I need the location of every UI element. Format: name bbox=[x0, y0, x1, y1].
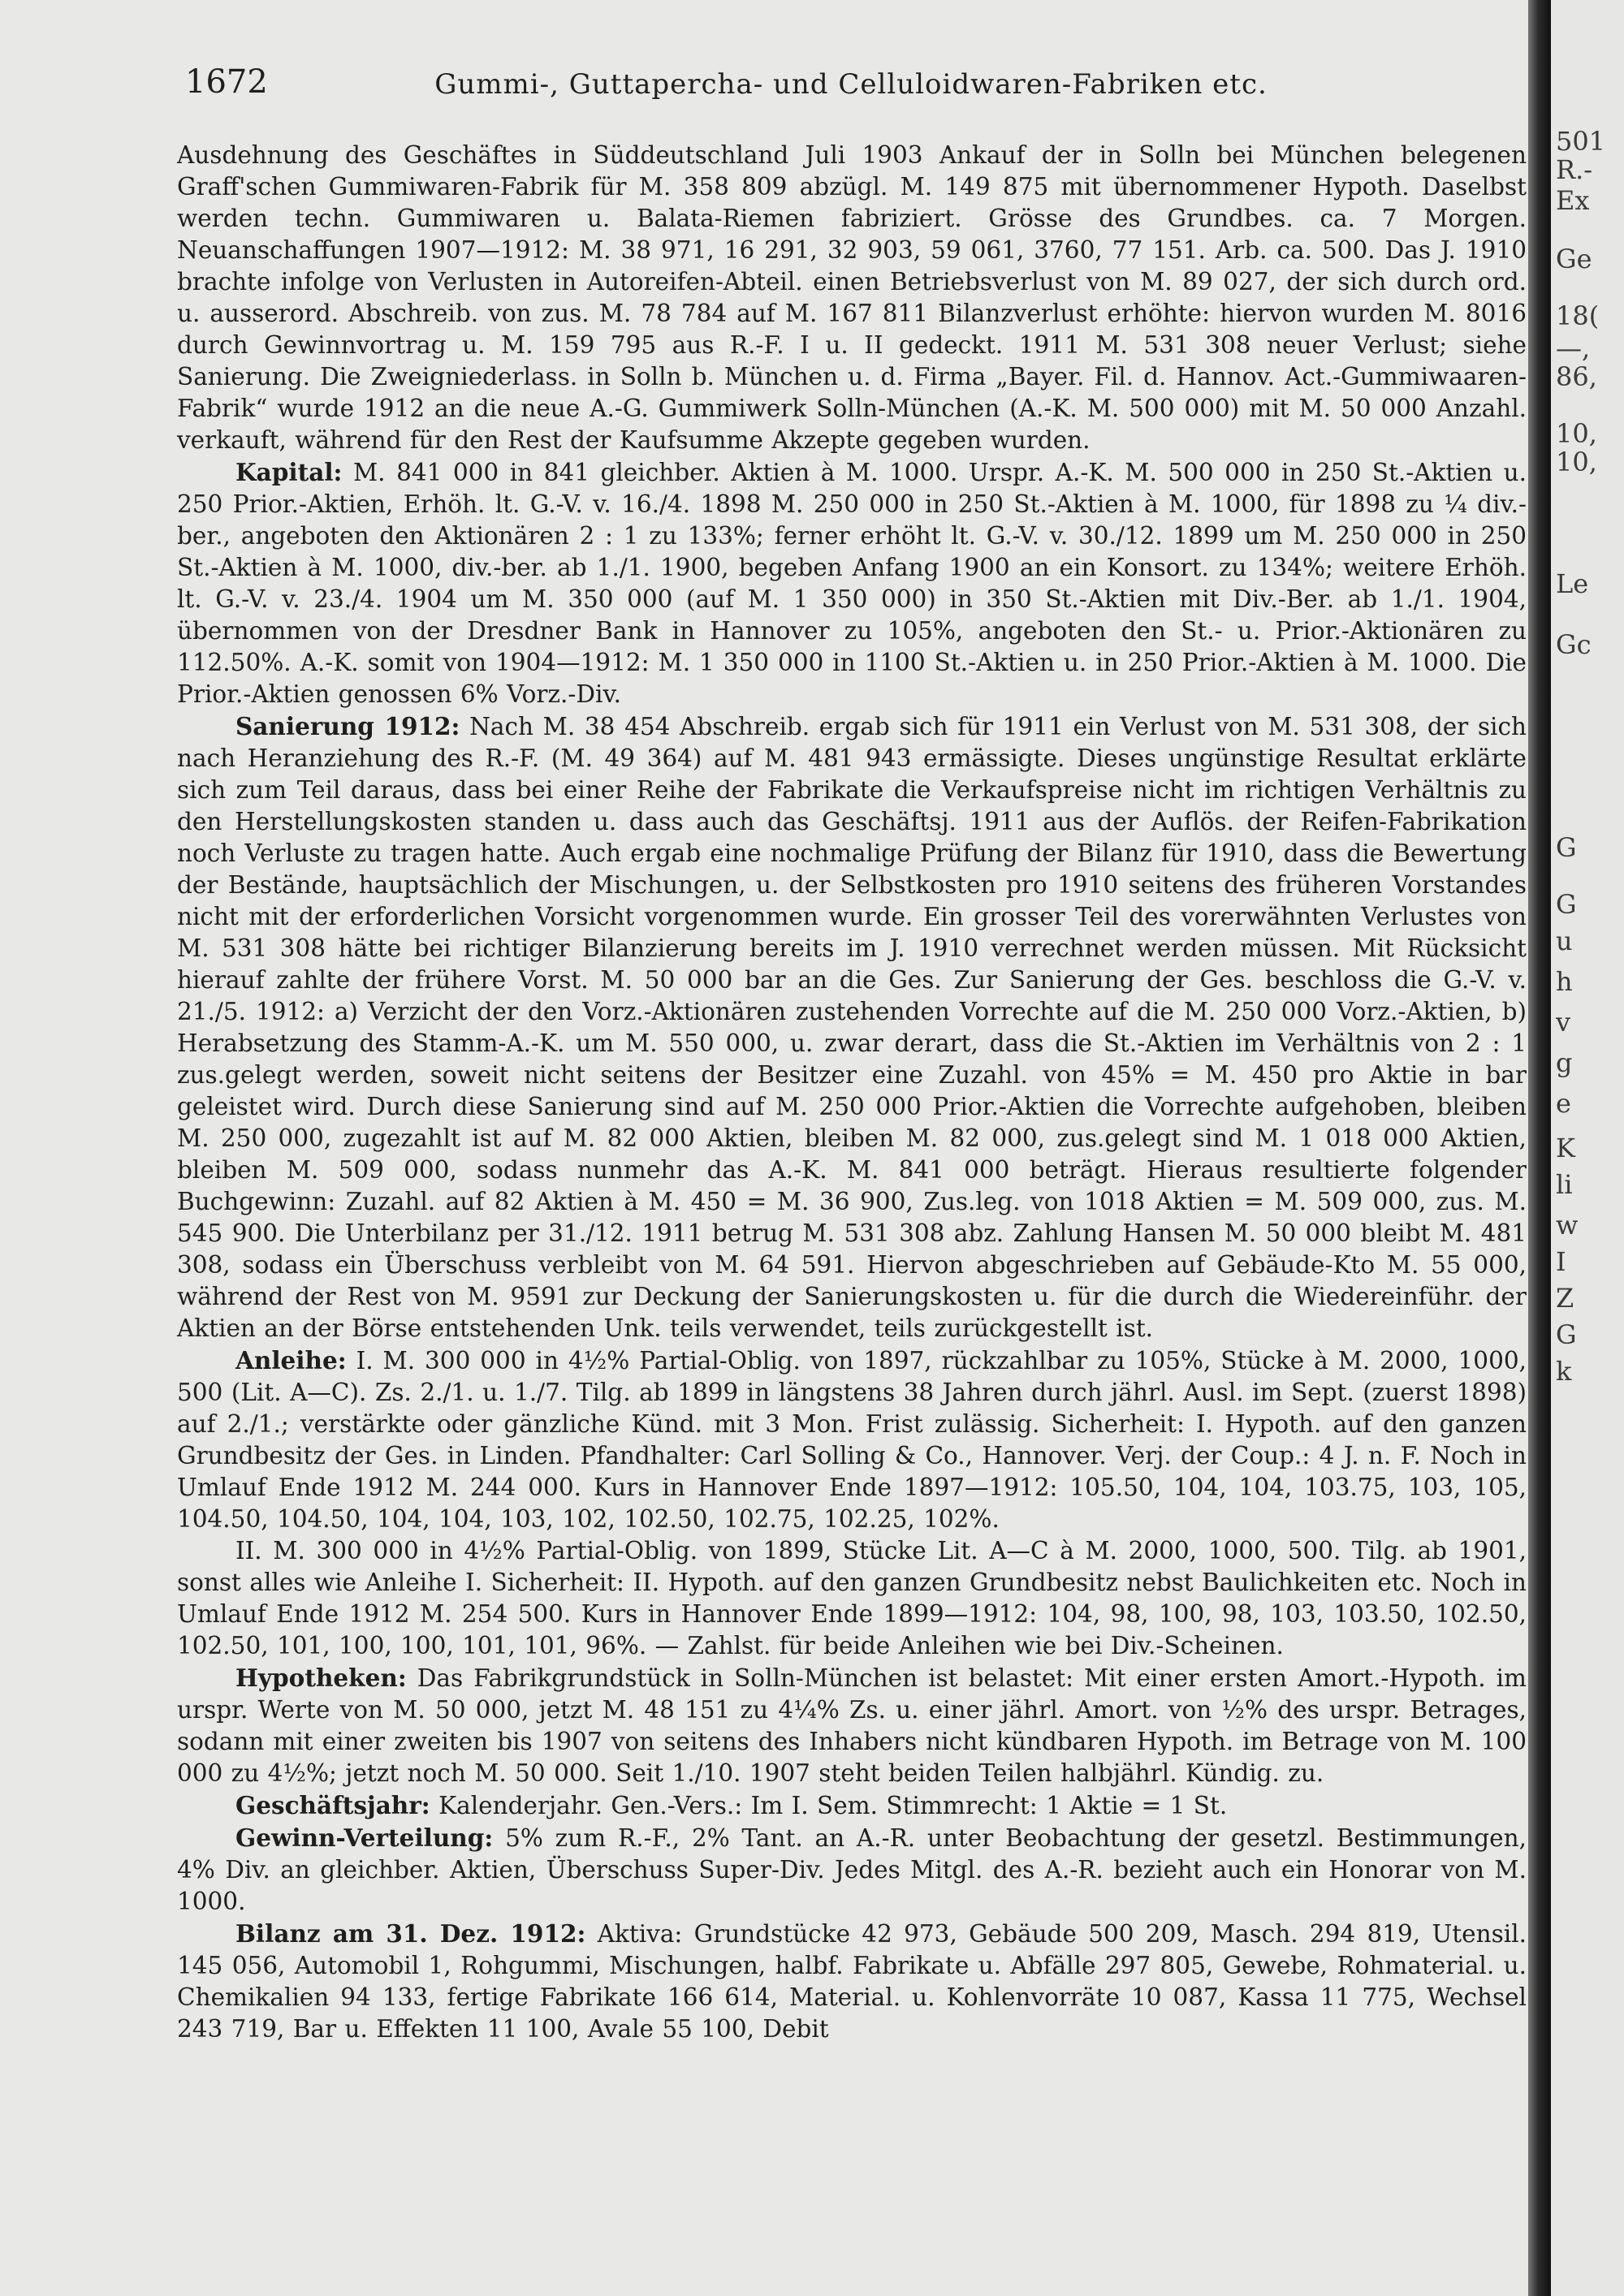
paragraph-geschaeftsjahr bbox=[177, 1789, 1527, 1822]
adjacent-page-fragment: li bbox=[1556, 1169, 1573, 1200]
paragraph-text: Kalenderjahr. Gen.-Vers.: Im I. Sem. Stimmrecht: 1 Aktie = 1 St. bbox=[438, 1792, 1228, 1819]
adjacent-page-fragment: Gc bbox=[1556, 629, 1592, 660]
paragraph-text: Ausdehnung des Geschäftes in Süddeutschland Juli 1903 Ankauf der in Solln bei München belegenen Graff'schen Gummiwaren-Fabrik für M. 358 809 abzügl. M. 149 875 mit übernommener Hypoth. Daselbst werden techn. Gummiwaren u. Balata-Riemen fabriziert. Grösse des Grundbes. ca. 7 Morgen. Neuanschaffungen 1907—1912: M. 38 971, 16 291, 32 903, 59 061, 3760, 77 151. Arb. ca. 500. Das J. 1910 brachte infolge von Verlusten in Autoreifen-Abteil. einen Betriebsverlust von M. 89 027, der sich durch ord. u. ausserord. Abschreib. von zus. M. 78 784 auf M. 167 811 Bilanzverlust erhöhte: hiervon wurden M. 8016 durch Gewinnvortrag u. M. 159 795 aus R.-F. I u. II gedeckt. 1911 M. 531 308 neuer Verlust; siehe Sanierung. Die Zweigniederlass. in Solln b. München u. d. Firma „Bayer. Fil. d. Hannov. Act.-Gummiwaaren-Fabrik“ wurde 1912 an die neue A.-G. Gummiwerk Solln-München (A.-K. M. 500 000) mit M. 50 000 Anzahl. verkauft, während für den Rest der Kaufsumme Akzepte gegeben wurden. bbox=[177, 141, 1527, 454]
adjacent-page-fragment: 18( bbox=[1556, 300, 1600, 331]
adjacent-page-fragment: Le bbox=[1556, 568, 1589, 599]
adjacent-page-fragment: G bbox=[1556, 1319, 1577, 1350]
adjacent-page-fragment: g bbox=[1556, 1047, 1573, 1078]
paragraph-text: I. M. 300 000 in 4½% Partial-Oblig. von 1897, rückzahlbar zu 105%, Stücke à M. 2000, 1000, 500 (Lit. A—C). Zs. 2./1. u. 1./7. Tilg. ab 1899 in längstens 38 Jahren durch jährl. Ausl. im Sept. (zuerst 1898) auf 2./1.; verstärkte oder gänzliche Künd. mit 3 Mon. Frist zulässig. Sicherheit: I. Hypoth. auf den ganzen Grundbesitz der Ges. in Linden. Pfandhalter: Carl Solling & Co., Hannover. Verj. der Coup.: 4 J. n. F. Noch in Umlauf Ende 1912 M. 244 000. Kurs in Hannover Ende 1897—1912: 105.50, 104, 104, 103.75, 103, 105, 104.50, 104.50, 104, 104, 103, 102, 102.50, 102.75, 102.25, 102%. bbox=[177, 1347, 1527, 1533]
section-label: Sanierung 1912: bbox=[235, 712, 460, 740]
page-number: 1672 bbox=[185, 63, 268, 101]
section-label: Anleihe: bbox=[235, 1346, 347, 1375]
adjacent-page-fragment: 10, bbox=[1556, 418, 1597, 449]
paragraph-gewinn-verteilung bbox=[177, 1822, 1527, 1918]
paragraph-text: Aktiva: Grundstücke 42 973, Gebäude 500 209, Masch. 294 819, Utensil. 145 056, Automobil 1, Rohgummi, Mischungen, halbf. Fabrikate u. Abfälle 297 805, Gewebe, Rohmaterial. u. Chemikalien 94 133, fertige Fabrikate 166 614, Material. u. Kohlenvorräte 10 087, Kassa 11 775, Wechsel 243 719, Bar u. Effekten 11 100, Avale 55 100, Debit bbox=[177, 1920, 1527, 2043]
adjacent-page-fragment: h bbox=[1556, 966, 1573, 997]
paragraph-text: 5% zum R.-F., 2% Tant. an A.-R. unter Beobachtung der gesetzl. Bestimmungen, 4% Div. an gleichber. Aktien, Überschuss Super-Div. Jedes Mitgl. des A.-R. bezieht auch ein Honorar von M. 1000. bbox=[177, 1824, 1527, 1915]
adjacent-page-fragment: w bbox=[1556, 1210, 1579, 1241]
paragraph-sanierung bbox=[177, 710, 1527, 1344]
adjacent-page-fragment: K bbox=[1556, 1133, 1575, 1163]
adjacent-page-fragment: G bbox=[1556, 889, 1577, 920]
adjacent-page-fragment: Z bbox=[1556, 1283, 1574, 1314]
adjacent-page-fragment: e bbox=[1556, 1088, 1571, 1119]
adjacent-page-fragment: 501 bbox=[1556, 126, 1606, 157]
paragraph-expansion bbox=[177, 140, 1527, 456]
book-gutter bbox=[1528, 0, 1551, 2296]
adjacent-page-fragment: Ex bbox=[1556, 185, 1590, 216]
adjacent-page-fragment: I bbox=[1556, 1246, 1566, 1277]
adjacent-page-edge bbox=[1551, 0, 1624, 2296]
paragraph-text: Das Fabrikgrundstück in Solln-München ist belastet: Mit einer ersten Amort.-Hypoth. im urspr. Werte von M. 50 000, jetzt M. 48 151 zu 4¼% Zs. u. einer jährl. Amort. von ½% des urspr. Betrages, sodann mit einer zweiten bis 1907 von seitens des Inhabers nicht kündbaren Hypoth. im Betrage von M. 100 000 zu 4½%; jetzt noch M. 50 000. Seit 1./10. 1907 steht beiden Teilen halbjährl. Kündig. zu. bbox=[177, 1664, 1527, 1787]
adjacent-page-fragment: v bbox=[1556, 1007, 1571, 1038]
paragraph-anleihe-2 bbox=[177, 1535, 1527, 1662]
paragraph-kapital bbox=[177, 456, 1527, 710]
section-label: Gewinn-Verteilung: bbox=[235, 1823, 494, 1852]
adjacent-page-fragment: u bbox=[1556, 926, 1573, 956]
adjacent-page-fragment: 86, bbox=[1556, 361, 1597, 392]
paragraph-text: II. M. 300 000 in 4½% Partial-Oblig. von 1899, Stücke Lit. A—C à M. 2000, 1000, 500. Tilg. ab 1901, sonst alles wie Anleihe I. Sicherheit: II. Hypoth. auf den ganzen Grundbesitz nebst Baulichkeiten etc. Noch in Umlauf Ende 1912 M. 254 500. Kurs in Hannover Ende 1899—1912: 104, 98, 100, 98, 103, 103.50, 102.50, 102.50, 101, 100, 100, 101, 101, 96%. — Zahlst. für beide Anleihen wie bei Div.-Scheinen. bbox=[177, 1537, 1527, 1659]
section-label: Kapital: bbox=[235, 458, 343, 486]
page-header bbox=[185, 63, 1517, 109]
adjacent-page-fragment: k bbox=[1556, 1356, 1572, 1387]
adjacent-page-fragment: R.- bbox=[1556, 154, 1593, 185]
paragraph-bilanz bbox=[177, 1918, 1527, 2045]
paragraph-hypotheken bbox=[177, 1662, 1527, 1789]
adjacent-page-fragment: G bbox=[1556, 832, 1577, 863]
adjacent-page-fragment: —, bbox=[1556, 333, 1591, 364]
paragraph-text: M. 841 000 in 841 gleichber. Aktien à M. 1000. Urspr. A.-K. M. 500 000 in 250 St.-Aktien u. 250 Prior.-Aktien, Erhöh. lt. G.-V. v. 16./4. 1898 M. 250 000 in 250 St.-Aktien à M. 1000, für 1898 zu ¼ div.-ber., angeboten den Aktionären 2 : 1 zu 133%; ferner erhöht lt. G.-V. v. 30./12. 1899 um M. 250 000 in 250 St.-Aktien à M. 1000, div.-ber. ab 1./1. 1900, begeben Anfang 1900 an ein Konsort. zu 134%; weitere Erhöh. lt. G.-V. v. 23./4. 1904 um M. 350 000 (auf M. 1 350 000) in 350 St.-Aktien mit Div.-Ber. ab 1./1. 1904, übernommen von der Dresdner Bank in Hannover zu 105%, angeboten den St.- u. Prior.-Aktionären zu 112.50%. A.-K. somit von 1904—1912: M. 1 350 000 in 1100 St.-Aktien u. in 250 Prior.-Aktien à M. 1000. Die Prior.-Aktien genossen 6% Vorz.-Div. bbox=[177, 459, 1527, 708]
document-body bbox=[177, 140, 1527, 2045]
section-label: Geschäftsjahr: bbox=[235, 1791, 430, 1819]
adjacent-page-fragment: 10, bbox=[1556, 447, 1597, 477]
paragraph-text: Nach M. 38 454 Abschreib. ergab sich für 1911 ein Verlust von M. 531 308, der sich nach Heranziehung des R.-F. (M. 49 364) auf M. 481 943 ermässigte. Dieses ungünstige Resultat erklärte sich zum Teil daraus, dass bei einer Reihe der Fabrikate die Verkaufspreise nicht im richtigen Verhältnis zu den Herstellungskosten standen u. dass auch das Geschäftsj. 1911 aus der Auflös. der Reifen-Fabrikation noch Verluste zu tragen hatte. Auch ergab eine nochmalige Prüfung der Bilanz für 1910, dass die Bewertung der Bestände, hauptsächlich der Mischungen, u. der Selbstkosten pro 1910 seitens des früheren Vorstandes nicht mit der erforderlichen Vorsicht vorgenommen wurde. Ein grosser Teil des vorerwähnten Verlustes von M. 531 308 hätte bei richtiger Bilanzierung bereits im J. 1910 verrechnet werden müssen. Mit Rücksicht hierauf zahlte der frühere Vorst. M. 50 000 bar an die Ges. Zur Sanierung der Ges. beschloss die G.-V. v. 21./5. 1912: a) Verzicht der den Vorz.-Aktionären zustehenden Vorrechte auf die M. 250 000 Vorz.-Aktien, b) Herabsetzung des Stamm-A.-K. um M. 550 000, u. zwar derart, dass die St.-Aktien im Verhältnis von 2 : 1 zus.gelegt werden, soweit nicht seitens der Besitzer eine Zuzahl. von 45% = M. 450 pro Aktie in bar geleistet wird. Durch diese Sanierung sind auf M. 250 000 Prior.-Aktien die Vorrechte aufgehoben, bleiben M. 250 000, zugezahlt ist auf M. 82 000 Aktien, bleiben M. 82 000, zus.gelegt sind M. 1 018 000 Aktien, bleiben M. 509 000, sodass nunmehr das A.-K. M. 841 000 beträgt. Hieraus resultierte folgender Buchgewinn: Zuzahl. auf 82 Aktien à M. 450 = M. 36 900, Zus.leg. von 1018 Aktien = M. 509 000, zus. M. 545 900. Die Unterbilanz per 31./12. 1911 betrug M. 531 308 abz. Zahlung Hansen M. 50 000 bleibt M. 481 308, sodass ein Überschuss verbleibt von M. 64 591. Hiervon abgeschrieben auf Gebäude-Kto M. 55 000, während der Rest von M. 9591 zur Deckung der Sanierungskosten u. für die durch die Wiedereinführ. der Aktien an der Börse entstehenden Unk. teils verwendet, teils zurückgestellt ist. bbox=[177, 713, 1527, 1342]
paragraph-anleihe-1 bbox=[177, 1344, 1527, 1535]
section-label: Hypotheken: bbox=[235, 1664, 407, 1692]
running-title: Gummi-, Guttapercha- und Celluloidwaren-Fabriken etc. bbox=[434, 68, 1268, 101]
adjacent-page-fragment: Ge bbox=[1556, 244, 1592, 274]
section-label: Bilanz am 31. Dez. 1912: bbox=[235, 1919, 586, 1948]
